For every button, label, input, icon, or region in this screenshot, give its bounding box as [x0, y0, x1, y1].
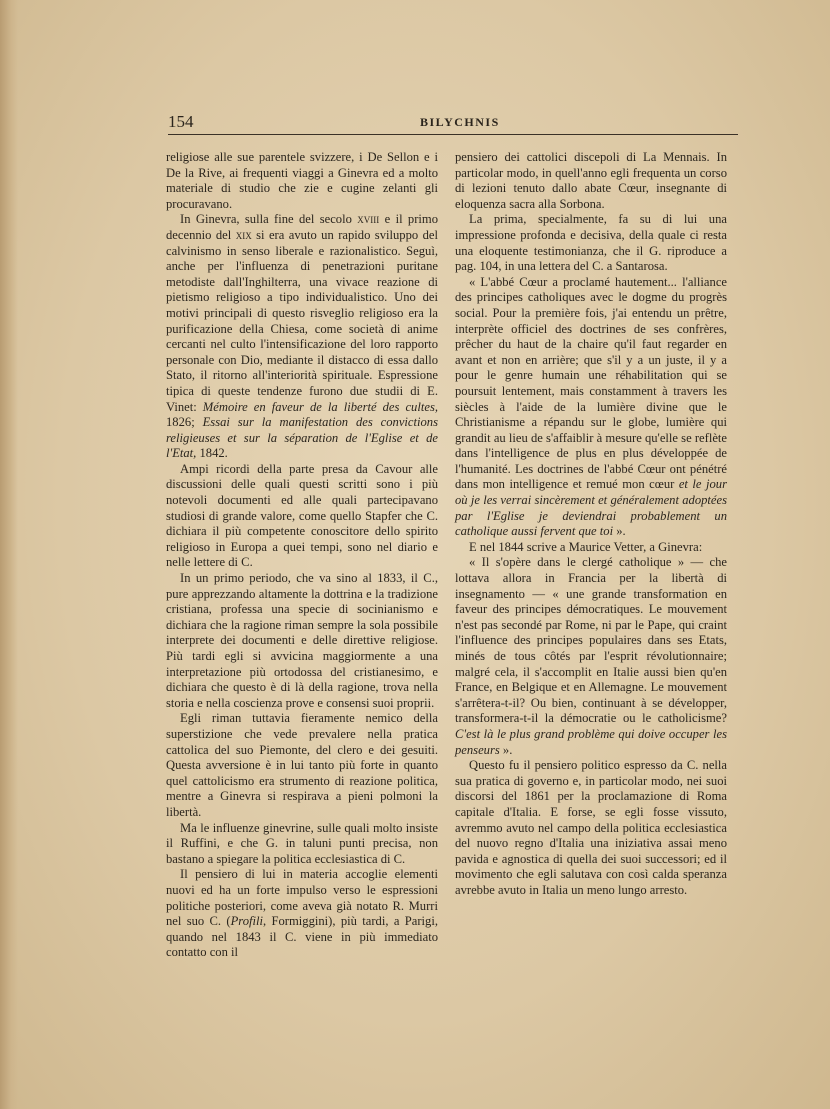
text: In Ginevra, sulla fine del secolo	[180, 212, 358, 227]
book-title: Profili	[230, 914, 264, 929]
quotation	[455, 555, 727, 758]
text: 1826;	[166, 415, 203, 430]
paragraph	[166, 150, 438, 212]
header-rule	[168, 134, 738, 135]
page-edge-shadow	[0, 0, 18, 1109]
quotation	[455, 275, 727, 540]
right-column	[455, 150, 727, 899]
text: Egli riman tuttavia fieramente nemico della superstizione che vede prevalere nella pratica cattolica del suo Piemonte, del clero e dei gesuiti. Questa avversione è in lui tanto più forte in quanto quel cattolicismo era strumento di reazione politica, mentre a Ginevra si respirava a pieni polmoni la libertà.	[166, 711, 438, 819]
paragraph	[166, 571, 438, 711]
text: « L'abbé Cœur a proclamé hautement... l'alliance des principes catholiques avec le dogme du progrès social. Pour la première fois, j'ai entendu un prêtre, interprète officiel des doctrines de ses confrères, prêcher du haut de la chaire qu'il faut regarder en avant et non en arrière; que s'il y a un juste, il y a pour le genre humain une réhabilitation qui se poursuit lentement, mais constamment à travers les siècles à l'aide de la lumière divine que le Christianisme a répandu sur le globe, lumière qui grandit au lieu de s'affaiblir à mesure qu'elle se reflète dans l'intelligence de plus en plus développée de l'humanité. Les doctrines de l'abbé Cœur ont pénétré dans mon intelligence et remué mon cœur	[455, 274, 727, 492]
text: , Formiggini), più tardi, a Parigi, quando nel 1843 il C. viene in più immediato contatto con il	[166, 914, 438, 960]
paragraph	[455, 150, 727, 212]
text: e il primo decennio del	[166, 212, 439, 242]
text: ».	[499, 742, 513, 757]
emphasis: C'est là le plus grand problème qui doive occuper les penseurs	[455, 726, 727, 757]
text: In un primo periodo, che va sino al 1833, il C., pure apprezzando altamente la dottrina e la tradizione cristiana, professa una specie di socinianismo e dichiara che la ragione riman sempre la sola possibile interprete dei documenti e delle direttive religiose. Più tardi egli si avvicina maggiormente a una interpretazione più ortodossa del cristianesimo, e dichiara che questo è di là della ragione, trova nella storia e nella coscienza prove e consensi suoi proprii.	[166, 571, 438, 710]
paragraph	[455, 758, 727, 898]
text: Ma le influenze ginevrine, sulle quali molto insiste il Ruffini, e che G. in taluni punti precisa, non bastano a spiegare la politica ecclesiastica di C.	[166, 820, 438, 866]
text: Questo fu il pensiero politico espresso da C. nella sua pratica di governo e, in particolar modo, nei suoi discorsi del 1861 per la proclamazione di Roma capitale d'Italia. E forse, se egli fosse vissuto, avremmo avuto nel campo della politica ecclesiastica del nuovo regno d'Italia una iniziativa assai meno pavida e agnostica di quella dei suoi successori; ed il movimento che egli salutava con così calda speranza avrebbe avuto in Italia un meno lungo arresto.	[455, 758, 727, 897]
paragraph	[166, 212, 438, 462]
text: Il pensiero di lui in materia accoglie elementi nuovi ed ha un forte impulso verso le espressioni politiche posteriori, come aveva già notato R. Murri nel suo C. (	[166, 867, 438, 929]
page-number: 154	[168, 112, 194, 131]
paragraph	[166, 867, 438, 961]
running-title: BILYCHNIS	[420, 115, 500, 129]
text: Ampi ricordi della parte presa da Cavour alle discussioni delle quali questi scritti sono i più notevoli documenti ed alle quali partecipavano studiosi di grande valore, come quello Stapfer che C. dichiara il più competente conoscitore dello spirito religioso in Europa a quei tempi, sono nel diario e nelle lettere di C.	[166, 461, 438, 570]
page-header	[168, 112, 738, 134]
book-title: Mémoire en faveur de la liberté des cultes,	[202, 399, 438, 414]
text: ».	[613, 524, 626, 539]
text: E nel 1844 scrive a Maurice Vetter, a Ginevra:	[469, 539, 703, 554]
century-numeral: xviii	[357, 212, 380, 227]
paragraph	[455, 540, 727, 556]
text: La prima, specialmente, fa su di lui una impressione profonda e decisiva, della quale ci resta una eloquente testimonianza, che il G. riproduce a pag. 104, in una lettera del C. a Santarosa.	[455, 212, 727, 274]
book-title: Essai sur la manifestation des convictions religieuses et sur la séparation de l'Eglise et de l'Etat,	[166, 415, 438, 461]
paragraph	[455, 212, 727, 274]
text: religiose alle sue parentele svizzere, i De Sellon e i De la Rive, ai frequenti viaggi a Ginevra ed a molto materiale di studio che zie e cugine zelanti gli procuravano.	[166, 150, 438, 211]
emphasis: et le jour où je les verrai sincèrement et généralement adoptées par l'Eglise je deviendrai probablement un catholique aussi fervent que toi	[455, 477, 727, 539]
paragraph	[166, 462, 438, 571]
text: « Il s'opère dans le clergé catholique » — che lottava allora in Francia per la libertà di insegnamento — « une grande transformation en faveur des principes démocratiques. Le mouvement n'est pas secondé par Rome, ni par le Pape, qui craint l'influence des principes populaires dans ses Etats, minés de tous côtés par l'esprit révolutionnaire; malgré cela, il s'accomplit en Italie aussi bien qu'en France, en Belgique et en Allemagne. Le mouvement s'arrêtera-t-il? Ou bien, continuant à se développer, transformera-t-il la démocratie ou le catholicisme?	[455, 555, 727, 726]
paragraph	[166, 711, 438, 820]
left-column	[166, 150, 438, 961]
text: pensiero dei cattolici discepoli di La Mennais. In particolar modo, in quell'anno egli frequenta un corso di lezioni tenuto dallo abate Cœur, insegnante di eloquenza sacra alla Sorbona.	[455, 150, 727, 211]
paragraph	[166, 821, 438, 868]
text: si era avuto un rapido sviluppo del calvinismo in senso liberale e razionalistico. Seguì, anche per l'influenza di penetrazioni puritane metodiste dall'Inghilterra, una vivace reazione di pietismo religioso a tipo individualistico. Uno dei motivi principali di questo risveglio religioso era la purificazione della Chiesa, come società di anime cercanti nel culto l'intensificazione del loro rapporto personale con Dio, mediante il distacco di essa dallo Stato, il ritorno all'interiorità spirituale. Espressione tipica di queste tendenze furono due studii di E. Vinet:	[166, 227, 438, 414]
text: 1842.	[196, 446, 228, 461]
century-numeral: xix	[235, 227, 252, 242]
